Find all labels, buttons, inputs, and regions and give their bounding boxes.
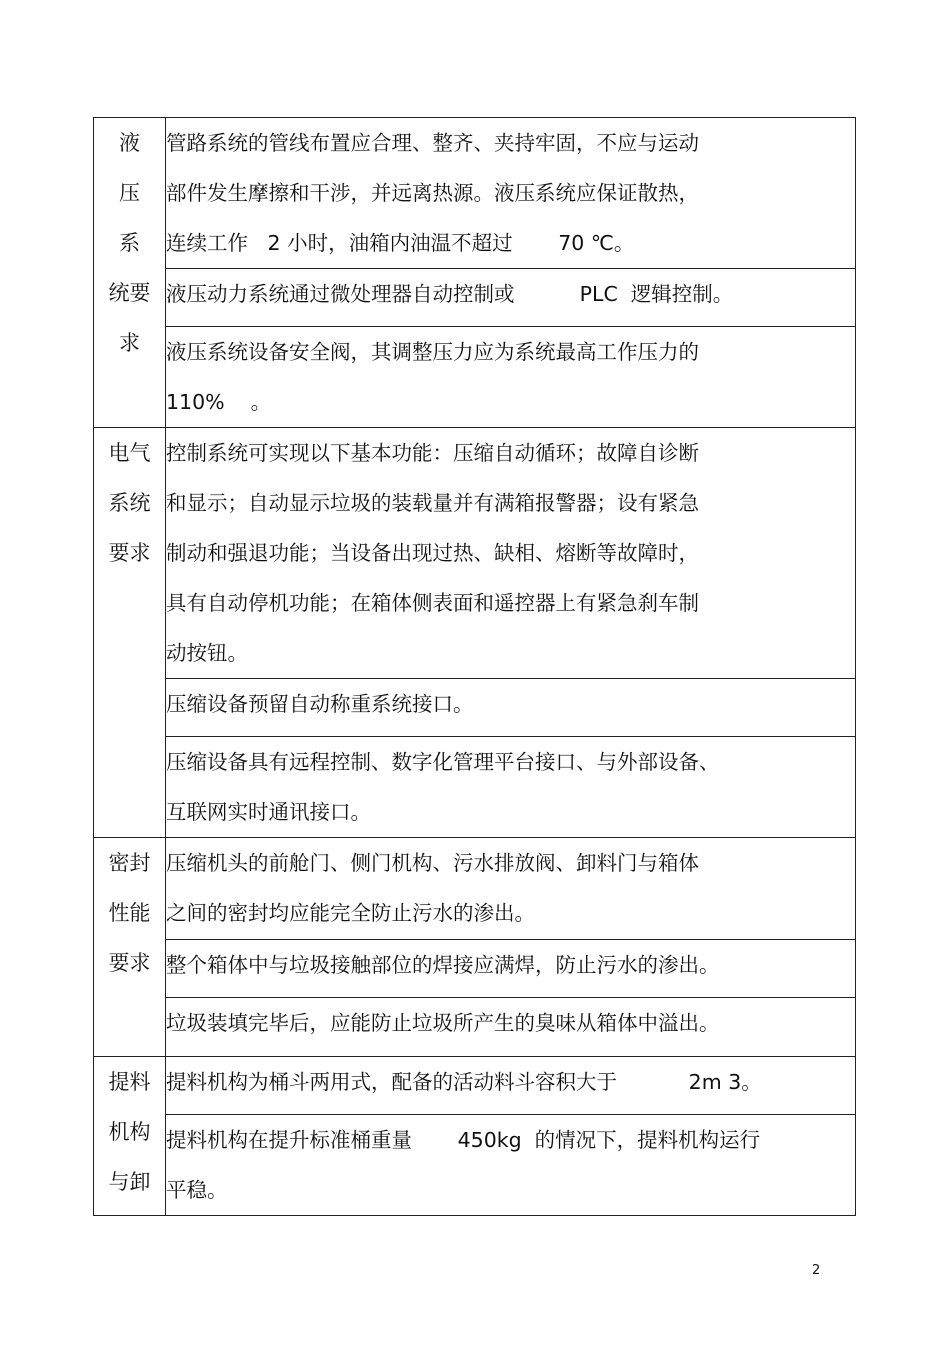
- table-row: [94, 327, 856, 428]
- table-row: [94, 269, 856, 327]
- table-row: [94, 838, 856, 940]
- table-row: [94, 940, 856, 998]
- category-line: 系: [119, 231, 140, 255]
- category-line: 要求: [108, 951, 151, 975]
- table-row: [94, 998, 856, 1057]
- category-cell: [94, 1057, 166, 1216]
- requirement-cell: 控制系统可实现以下基本功能：压缩自动循环；故障自诊断 和显示；自动显示垃圾的装载量并有满箱报警器；设有紧急 制动和强退功能；当设备出现过热、缺相、熔断等故障时， 具有自动停机功能；在箱体侧表面和遥控器上有紧急刹车制 动按钮。: [166, 428, 856, 679]
- table-row: [94, 428, 856, 679]
- table-row: [94, 679, 856, 737]
- category-line: 求: [119, 331, 140, 355]
- page-number: 2: [812, 1263, 821, 1278]
- requirement-cell: 压缩设备预留自动称重系统接口。: [166, 679, 856, 737]
- requirement-cell: 液压系统设备安全阀，其调整压力应为系统最高工作压力的 110% 。: [166, 327, 856, 428]
- requirement-cell: 提料机构为桶斗两用式，配备的活动料斗容积大于 2m 3。: [166, 1057, 856, 1115]
- table-row: [94, 737, 856, 838]
- category-cell: [94, 428, 166, 838]
- table-row: [94, 118, 856, 269]
- category-line: 提料: [108, 1070, 151, 1094]
- category-cell: [94, 118, 166, 428]
- spec-table: [93, 117, 856, 1216]
- requirement-cell: 管路系统的管线布置应合理、整齐、夹持牢固，不应与运动 部件发生摩擦和干涉，并远离热源。液压系统应保证散热， 连续工作 2 小时，油箱内油温不超过 70 ℃。: [166, 118, 856, 269]
- requirement-cell: 提料机构在提升标准桶重量 450kg 的情况下，提料机构运行 平稳。: [166, 1115, 856, 1216]
- requirement-cell: 整个箱体中与垃圾接触部位的焊接应满焊，防止污水的渗出。: [166, 940, 856, 998]
- category-line: 统要: [108, 281, 151, 305]
- category-cell: [94, 838, 166, 1057]
- category-line: 压: [119, 181, 140, 205]
- table-row: [94, 1057, 856, 1115]
- requirement-cell: 压缩机头的前舱门、侧门机构、污水排放阀、卸料门与箱体 之间的密封均应能完全防止污水的渗出。: [166, 838, 856, 940]
- category-line: 电气: [108, 441, 151, 465]
- category-line: 性能: [108, 901, 151, 925]
- category-line: 密封: [108, 851, 151, 875]
- category-line: 液: [119, 131, 140, 155]
- category-line: 系统: [108, 491, 151, 515]
- requirement-cell: 液压动力系统通过微处理器自动控制或 PLC 逻辑控制。: [166, 269, 856, 327]
- requirement-cell: 垃圾装填完毕后，应能防止垃圾所产生的臭味从箱体中溢出。: [166, 998, 856, 1057]
- requirement-cell: 压缩设备具有远程控制、数字化管理平台接口、与外部设备、 互联网实时通讯接口。: [166, 737, 856, 838]
- table-row: [94, 1115, 856, 1216]
- category-line: 要求: [108, 541, 151, 565]
- category-line: 机构: [108, 1120, 151, 1144]
- category-line: 与卸: [108, 1170, 151, 1194]
